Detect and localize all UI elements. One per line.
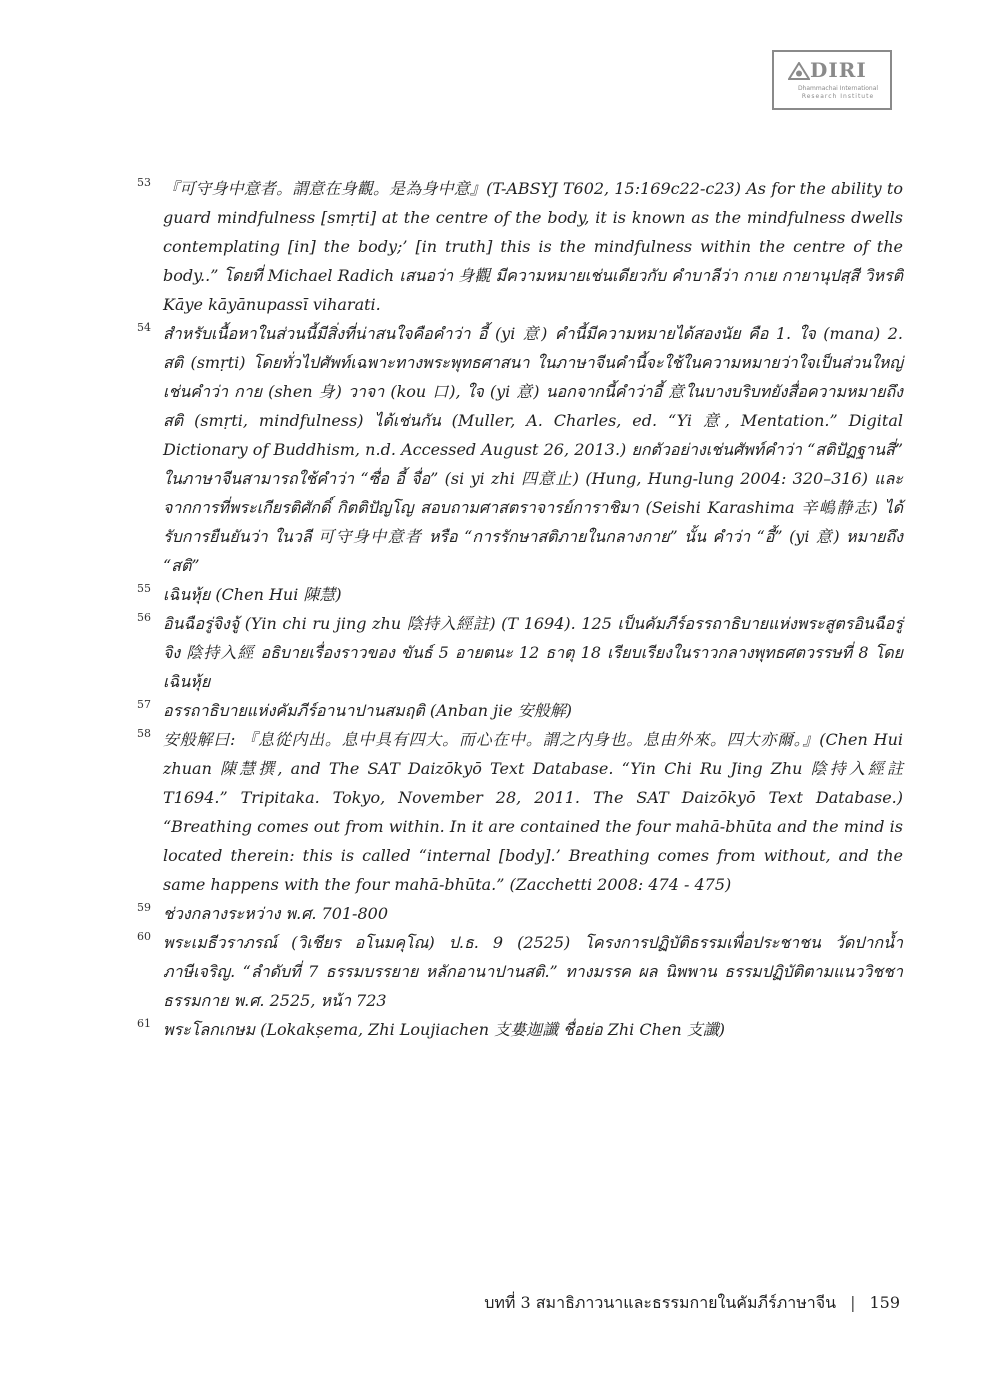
- footnote: [133, 1015, 903, 1044]
- footnote-text: ช่วงกลางระหว่าง พ.ศ. 701-800: [163, 904, 388, 923]
- page-number: 159: [869, 1293, 900, 1312]
- footnote-text: เฉินหุ้ย (Chen Hui 陳慧): [163, 585, 342, 604]
- footer-separator: |: [850, 1293, 856, 1312]
- footnote-number: 53: [137, 176, 151, 189]
- footnote-text: พระโลกเกษม (Lokakṣema, Zhi Loujiachen 支婁迦讖 ชื่อย่อ Zhi Chen 支讖): [163, 1020, 725, 1039]
- footnote: [133, 319, 903, 580]
- footnote-number: 61: [137, 1017, 151, 1030]
- footnote-number: 57: [137, 698, 151, 711]
- footnote-number: 54: [137, 321, 151, 334]
- triangle-logo-icon: [788, 62, 810, 80]
- footnote: [133, 928, 903, 1015]
- logo-subtitle-2: Research Institute: [801, 93, 875, 100]
- footnote-text: 『可守身中意者。謂意在身觀。是為身中意』(T-ABSYJ T602, 15:169c22-c23) As for the ability to guard mindfulness [smṛti] at the centre of the body, it is known as the mindfulness dwells contemplating [in] the body;’ [in truth] this is the mindfulness within the centre of the body..” โดยที่ Michael Radich เสนอว่า 身觀 มีความหมายเช่นเดียวกับ คำบาลีว่า กาเย กายานุปสฺสี วิหรติ Kāye kāyānupassī viharati.: [163, 179, 903, 314]
- diri-logo: [772, 50, 892, 110]
- footnote: [133, 609, 903, 696]
- logo-title: DIRI: [810, 58, 867, 82]
- chapter-title: บทที่ 3 สมาธิภาวนาและธรรมกายในคัมภีร์ภาษาจีน: [484, 1293, 837, 1312]
- footnote-text: 安般解曰: 『息從内出。息中具有四大。而心在中。謂之内身也。息由外來。四大亦爾。』(Chen Hui zhuan 陳慧撰, and The SAT Daizōkyō Text Database. “Yin Chi Ru Jing Zhu 陰持入經註 T1694.” Tripitaka. Tokyo, November 28, 2011. The SAT Daizōkyō Text Database.) “Breathing comes out from within. In it are contained the four mahā-bhūta and the mind is located therein: this is called “internal [body].’ Breathing comes from without, and the same happens with the four mahā-bhūta.” (Zacchetti 2008: 474 - 475): [163, 730, 903, 894]
- footnote-text: สำหรับเนื้อหาในส่วนนี้มีสิ่งที่น่าสนใจคือคำว่า อี้ (yi 意) คำนี้มีความหมายได้สองนัย คือ 1. ใจ (mana) 2. สติ (smṛti) โดยทั่วไปศัพท์เฉพาะทางพระพุทธศาสนา ในภาษาจีนคำนี้จะใช้ในความหมายว่าใจเป็นส่วนใหญ่ เช่นคำว่า กาย (shen 身) วาจา (kou 口), ใจ (yi 意) นอกจากนี้คำว่าอี้ 意ในบางบริบทยังสื่อความหมายถึง สติ (smṛti, mindfulness) ได้เช่นกัน (Muller, A. Charles, ed. “Yi 意, Mentation.” Digital Dictionary of Buddhism, n.d. Accessed August 26, 2013.) ยกตัวอย่างเช่นศัพท์คำว่า “สติปัฏฐานสี่” ในภาษาจีนสามารถใช้คำว่า “ซื่อ อี้ จื่อ” (si yi zhi 四意止) (Hung, Hung-lung 2004: 320–316) และจากการที่พระเกียรติศักดิ์ กิตติปัญโญ สอบถามศาสตราจารย์การาชิมา (Seishi Karashima 辛嶋静志) ได้รับการยืนยันว่า ในวลี 可守身中意者 หรือ “การรักษาสติภายในกลางกาย” นั้น คำว่า “อี้” (yi 意) หมายถึง “สติ”: [163, 324, 904, 575]
- footnote: [133, 696, 903, 725]
- footnotes: [133, 174, 903, 1044]
- footnote: [133, 580, 903, 609]
- footnote-text: อรรถาธิบายแห่งคัมภีร์อานาปานสมฤติ (Anban jie 安般解): [163, 701, 573, 720]
- footnote: [133, 899, 903, 928]
- page-footer: [440, 1291, 900, 1316]
- footnote-number: 59: [137, 901, 151, 914]
- footnote-number: 60: [137, 930, 151, 943]
- footnote-number: 55: [137, 582, 151, 595]
- footnote: [133, 174, 903, 319]
- footnote-text: พระเมธีวราภรณ์ (วิเชียร อโนมคุโณ) ป.ธ. 9 (2525) โครงการปฏิบัติธรรมเพื่อประชาชน วัดปากน้ำภาษีเจริญ. “ลำดับที่ 7 ธรรมบรรยาย หลักอานาปานสติ.” ทางมรรค ผล นิพพาน ธรรมปฏิบัติตามแนววิชชาธรรมกาย พ.ศ. 2525, หน้า 723: [163, 933, 903, 1010]
- footnote-text: อินฉือรู่จิงจู้ (Yin chi ru jing zhu 陰持入經註) (T 1694). 125 เป็นคัมภีร์อรรถาธิบายแห่งพระสูตรอินฉือรู่จิง 陰持入經 อธิบายเรื่องราวของ ขันธ์ 5 อายตนะ 12 ธาตุ 18 เรียบเรียงในราวกลางพุทธศตวรรษที่ 8 โดยเฉินหุ้ย: [163, 614, 903, 691]
- logo-subtitle-1: Dhammachai International: [797, 85, 879, 92]
- footnote-number: 56: [137, 611, 151, 624]
- footnote-number: 58: [137, 727, 151, 740]
- footnote: [133, 725, 903, 899]
